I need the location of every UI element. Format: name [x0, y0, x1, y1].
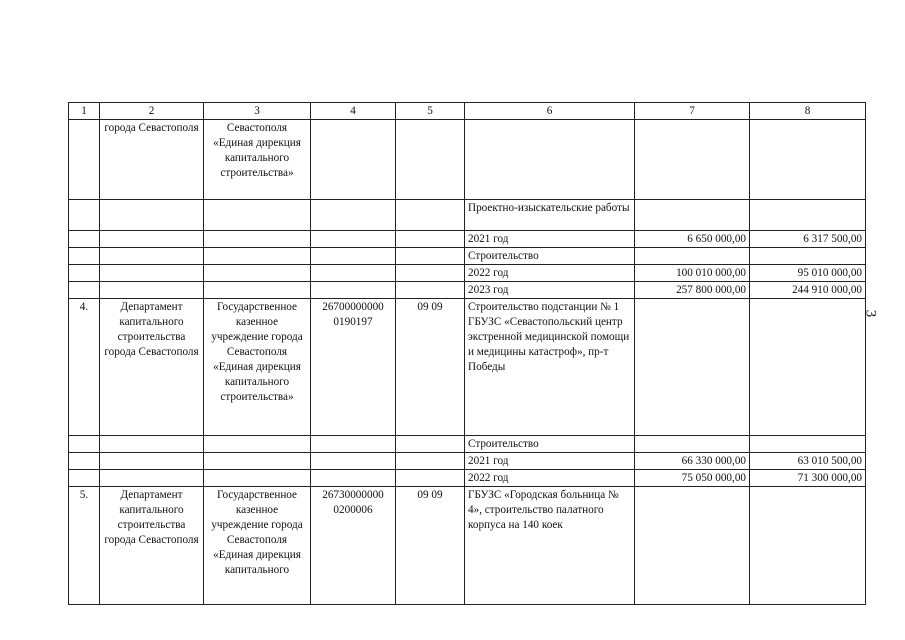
amount-cell: 100 010 000,00: [635, 265, 750, 282]
header-cell: 2: [100, 103, 204, 120]
table-row: [69, 248, 866, 265]
amount-cell: 66 330 000,00: [635, 453, 750, 470]
table-row: [69, 231, 866, 248]
year-cell: 2021 год: [465, 453, 635, 470]
header-cell: 4: [311, 103, 396, 120]
table-row: [69, 487, 866, 605]
dept-cell: Департамент капитального строительства города Севастополя: [100, 299, 204, 436]
row-number: 5.: [69, 487, 100, 605]
header-cell: 3: [204, 103, 311, 120]
work-type-cell: Проектно-изыскательские работы: [465, 200, 635, 231]
table-row: [69, 470, 866, 487]
year-cell: 2021 год: [465, 231, 635, 248]
section-cell: 09 09: [396, 299, 465, 436]
work-type-cell: Строительство: [465, 248, 635, 265]
amount-cell: 95 010 000,00: [750, 265, 866, 282]
table-row: [69, 436, 866, 453]
header-row: [69, 103, 866, 120]
inst-cell: Севастополя «Единая дирекция капитального строительства»: [204, 120, 311, 200]
code-cell: 26700000000 0190197: [311, 299, 396, 436]
row-number: 4.: [69, 299, 100, 436]
header-cell: 1: [69, 103, 100, 120]
amount-cell: 6 317 500,00: [750, 231, 866, 248]
header-cell: 5: [396, 103, 465, 120]
table-row: [69, 265, 866, 282]
inst-cell: Государственное казенное учреждение города Севастополя «Единая дирекция капитального: [204, 487, 311, 605]
table-row: [69, 200, 866, 231]
amount-cell: 6 650 000,00: [635, 231, 750, 248]
object-cell: Строительство подстанции № 1 ГБУЗС «Севастопольский центр экстренной медицинской помощи и медицины катастроф», пр-т Победы: [465, 299, 635, 436]
object-cell: ГБУЗС «Городская больница № 4», строительство палатного корпуса на 140 коек: [465, 487, 635, 605]
year-cell: 2023 год: [465, 282, 635, 299]
inst-cell: Государственное казенное учреждение города Севастополя «Единая дирекция капитального строительства»: [204, 299, 311, 436]
header-cell: 7: [635, 103, 750, 120]
header-cell: 6: [465, 103, 635, 120]
section-cell: 09 09: [396, 487, 465, 605]
amount-cell: 244 910 000,00: [750, 282, 866, 299]
dept-cell: города Севастополя: [100, 120, 204, 200]
amount-cell: 75 050 000,00: [635, 470, 750, 487]
year-cell: 2022 год: [465, 470, 635, 487]
dept-cell: Департамент капитального строительства города Севастополя: [100, 487, 204, 605]
table-row: [69, 299, 866, 436]
page-number: 3: [862, 309, 879, 318]
table-row: [69, 453, 866, 470]
amount-cell: 71 300 000,00: [750, 470, 866, 487]
amount-cell: 257 800 000,00: [635, 282, 750, 299]
work-type-cell: Строительство: [465, 436, 635, 453]
table-row: [69, 282, 866, 299]
year-cell: 2022 год: [465, 265, 635, 282]
code-cell: 26730000000 0200006: [311, 487, 396, 605]
budget-table: [68, 102, 866, 605]
header-cell: 8: [750, 103, 866, 120]
amount-cell: 63 010 500,00: [750, 453, 866, 470]
table-row: [69, 120, 866, 200]
